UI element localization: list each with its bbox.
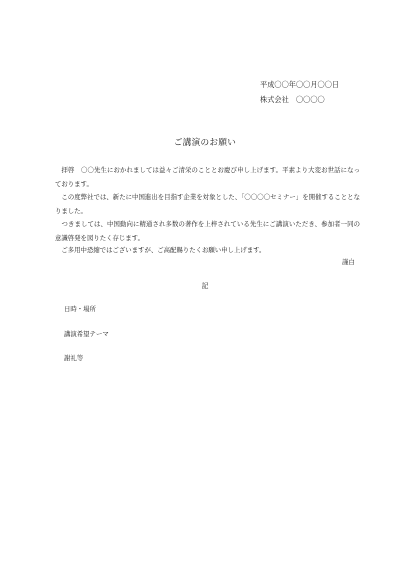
letter-title: ご講演のお願い (173, 138, 237, 148)
sender-company: 株式会社 〇〇〇〇 (260, 95, 325, 104)
letter-date: 平成〇〇年〇〇月〇〇日 (260, 80, 340, 89)
closing-word: 謹白 (342, 258, 355, 266)
body-paragraph-request: つきましては、中国動向に精通され多数の著作を上梓されている先生にご講演いただき、参加者一同の意識啓発を図りたく存じます。 (55, 220, 360, 242)
list-item-honorarium: 謝礼等 (64, 354, 84, 362)
body-paragraph-closing-request: ご多用中恐縮ではございますが、ご高配賜りたくお願い申し上げます。 (55, 246, 266, 254)
body-paragraph-seminar: この度弊社では、新たに中国進出を目指す企業を対象とした、「〇〇〇〇セミナー」を開催することとなりました。 (55, 193, 360, 215)
ki-heading: 記 (201, 282, 209, 290)
list-item-lecture-theme: 講演希望テーマ (64, 330, 109, 338)
list-item-datetime-place: 日時・場所 (64, 305, 96, 313)
body-paragraph-greeting: 拝啓 〇〇先生におかれましては益々ご清栄のこととお慶び申し上げます。平素より大変お世話になっております。 (55, 166, 360, 188)
